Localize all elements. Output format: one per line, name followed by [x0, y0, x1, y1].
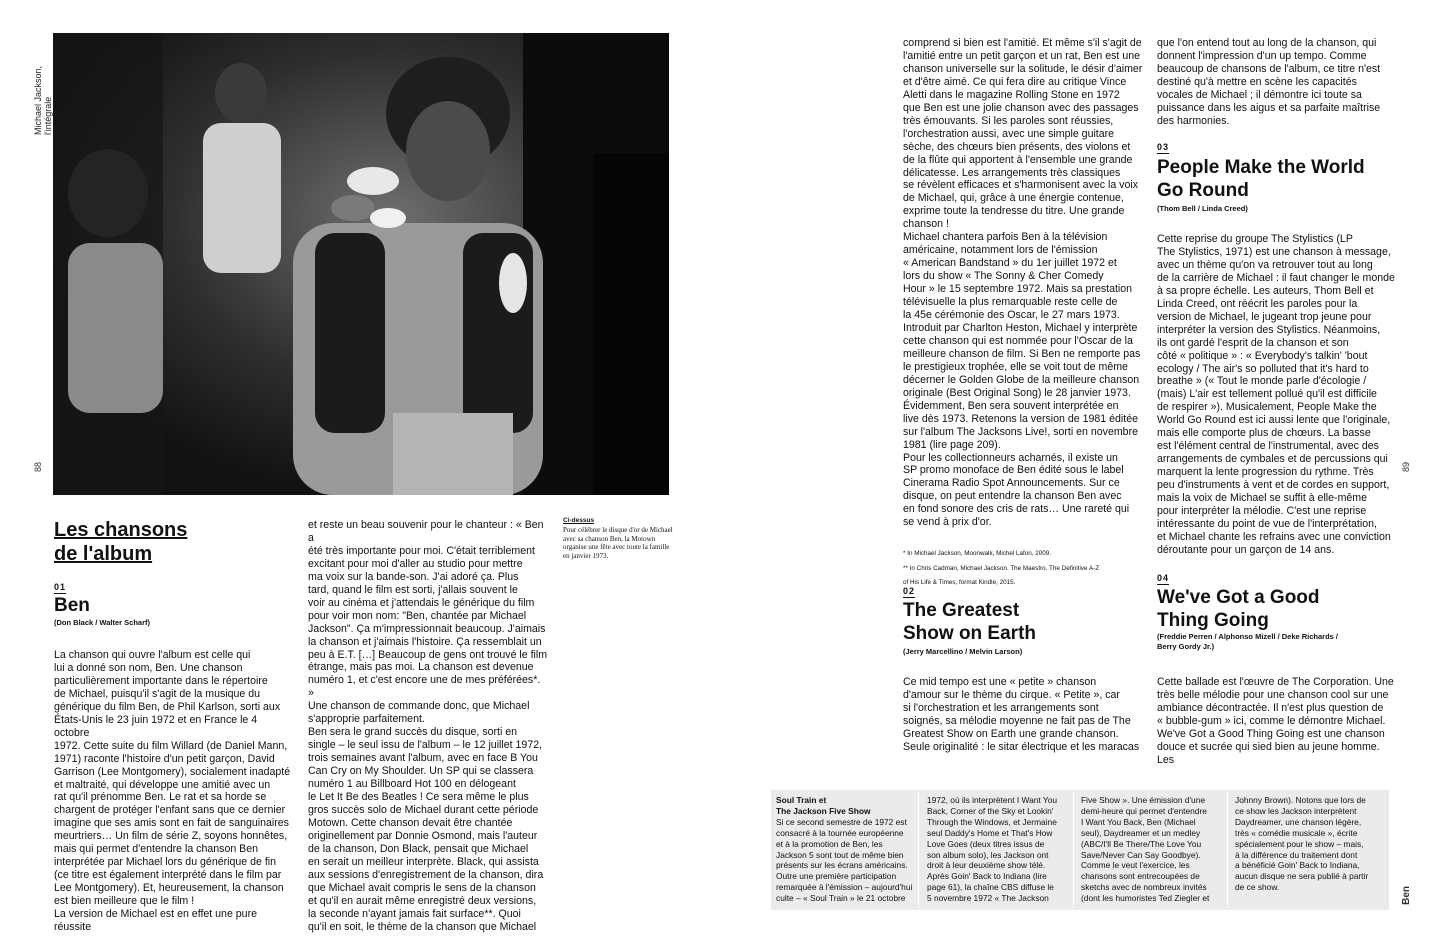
text-line: puissance dans les aigus et sa parfaite maîtrise	[1157, 101, 1381, 114]
text-line: « American Bandstand » du 1er juillet 1972 et	[903, 257, 1117, 270]
section-tag: Ben	[1401, 886, 1412, 905]
text-line: s'approprie parfaitement.	[308, 713, 425, 726]
sidebar-line: Si ce second semestre de 1972 est	[776, 816, 907, 827]
text-line: World Go Round est ici aussi lente que l'originale,	[1157, 414, 1391, 427]
text-line: arrangements de cymbales et de percussions qui	[1157, 453, 1388, 466]
text-line: l'amitié entre un petit garçon et un rat, Ben est une	[903, 49, 1140, 62]
text-line: Hour » le 15 septembre 1972. Mais sa prestation	[903, 283, 1133, 296]
text-line: 1971) raconte l'histoire d'un petit garçon, David	[54, 752, 275, 765]
text-line: originale (Best Original Song) le 28 janvier 1973.	[903, 386, 1131, 399]
sidebar-line: remarquée à l'émission – aujourd'hui	[776, 882, 913, 893]
text-line: Michael chantera parfois Ben à la télévision	[903, 231, 1108, 244]
song-credits-line1: (Freddie Perren / Alphonso Mizell / Deke Richards /	[1157, 632, 1339, 641]
text-line: avec un thème qu'on va retrouver tout au long	[1157, 258, 1373, 271]
sidebar-divider	[1073, 792, 1074, 908]
text-line: intéressante du point de vue de l'interprétation,	[1157, 517, 1377, 530]
sidebar-line: seul), Daydreamer et un medley	[1081, 827, 1201, 838]
text-line: chanson !	[903, 218, 949, 231]
text-line: SP promo monoface de Ben édité sous le label	[903, 464, 1124, 477]
sidebar-column-1	[776, 795, 916, 904]
photo-michael-with-rats	[53, 33, 669, 495]
text-line: voir au cinéma et j'attendais le générique du film	[308, 596, 535, 609]
text-line: à sa propre échelle. Les auteurs, Thom Bell et	[1157, 284, 1374, 297]
song-number: 04	[1157, 573, 1170, 583]
text-line: ma voix sur la bande-son. J'ai adoré ça. Plus	[308, 570, 519, 583]
text-line: le prestigieux trophée, elle se voit tout de même	[903, 360, 1128, 373]
text-line: Jackson". Ça m'impressionnait beaucoup. J'aimais	[308, 622, 546, 635]
text-line: se vend à prix d'or.	[903, 516, 992, 529]
text-line: Pour les collectionneurs acharnés, il existe un	[903, 451, 1118, 464]
sidebar-line: spécialement pour le show – mais,	[1235, 838, 1364, 849]
sidebar-line: aucun disque ne sera publié à partir	[1235, 871, 1369, 882]
sidebar-divider	[918, 792, 919, 908]
text-line: Ben sera le grand succès du disque, sorti en	[308, 726, 518, 739]
song-title-line2: Go Round	[1157, 180, 1249, 201]
text-line: Une chanson de commande donc, que Michael	[308, 700, 530, 713]
song-title-line1: The Greatest	[903, 600, 1020, 621]
song-number: 03	[1157, 142, 1170, 152]
sidebar-line: Save/Never Can Say Goodbye).	[1081, 849, 1201, 860]
text-line: si l'orchestration et les arrangements sont	[903, 701, 1099, 714]
text-line: l'orchestration aussi, avec une simple guitare	[903, 127, 1115, 140]
text-line: live dès 1973. Retenons la version de 1981 éditée	[903, 412, 1138, 425]
sidebar-column-2	[927, 795, 1067, 904]
text-line: de Michael, qui, grâce à une énergie contenue,	[903, 192, 1124, 205]
body-column-4a	[1157, 37, 1397, 128]
text-line: meurtriers… Un film de série Z, soyons honnêtes,	[54, 830, 288, 843]
text-line: Greatest Show on Earth une grande chanson.	[903, 727, 1119, 740]
page-number-right: 89	[1401, 462, 1411, 473]
text-line: délicatesse. Les arrangements très classiques	[903, 166, 1121, 179]
sidebar-box	[771, 790, 1389, 910]
text-line: mais qui permet d'entendre la chanson Ben	[54, 843, 259, 856]
text-line: des harmonies.	[1157, 114, 1230, 127]
text-line: Motown. Cette chanson devait être chantée	[308, 816, 513, 829]
caption-label: Ci-dessus	[563, 517, 595, 524]
text-line: que Michael avait compris le sens de la chanson	[308, 881, 536, 894]
text-line: soignés, sa mélodie moyenne ne fait pas de The	[903, 714, 1131, 727]
text-line: que l'on entend tout au long de la chanson, qui	[1157, 37, 1377, 49]
footnote-line: ** In Chris Cadman, Michael Jackson. The Maestro. The Definitive A-Z	[903, 564, 1100, 572]
text-line: mais elle comporte plus de chœurs. La basse	[1157, 427, 1371, 440]
text-line: breathe » (« Tout le monde parle d'écologie /	[1157, 375, 1367, 388]
footnotes	[903, 544, 1148, 593]
text-line: pour interpréter la mélodie. C'est une reprise	[1157, 505, 1367, 518]
sidebar-line: ce show les Jackson interprètent	[1235, 805, 1357, 816]
text-line: et d'être aimé. Ce qui fera dire au critique Vince	[903, 75, 1127, 88]
text-line: peu à E.T. […] Beaucoup de gens ont trouvé le film	[308, 648, 548, 661]
text-line: 1972. Cette suite du film Willard (de Daniel Mann,	[54, 739, 288, 752]
song-title	[903, 599, 1036, 645]
footnote-line: of His Life & Times, format Kindle, 2015.	[903, 578, 1016, 586]
text-line: américaine, notamment lors de l'émission	[903, 244, 1098, 257]
sidebar-line: Après Goin' Back to Indiana (lire	[927, 871, 1047, 882]
body-column-2	[308, 519, 548, 934]
text-line: été très importante pour moi. C'était terriblement	[308, 544, 535, 557]
song-credits	[1157, 632, 1338, 652]
song-credits: (Don Black / Walter Scharf)	[54, 618, 150, 627]
sidebar-line: présents sur les écrans américains.	[776, 860, 908, 871]
sidebar-line: 5 novembre 1972 « The Jackson	[927, 893, 1049, 904]
sidebar-line: Five Show ». Une émission d'une	[1081, 795, 1206, 805]
text-line: d'amour sur le thème du cirque. « Petite », car	[903, 688, 1120, 701]
text-line: et Michael chante les refrains avec une conviction	[1157, 530, 1391, 543]
sidebar-line: et à la promotion de Ben, les	[776, 838, 883, 849]
text-line: Cette reprise du groupe The Stylistics (LP	[1157, 233, 1353, 245]
sidebar-line: son album solo), les Jackson ont	[927, 849, 1049, 860]
text-line: numéro 1 au Billboard Hot 100 en délogeant	[308, 778, 516, 791]
text-line: Ce mid tempo est une « petite » chanson	[903, 676, 1097, 688]
sidebar-divider	[1227, 792, 1228, 908]
text-line: cette chanson qui est nommée pour l'Oscar de la	[903, 334, 1133, 347]
text-line: version de Michael, le jugeant trop jeune pour	[1157, 310, 1372, 323]
text-line: ils ont gardé l'esprit de la chanson et son	[1157, 336, 1349, 349]
sidebar-line: Love Goes (deux titres issus de	[927, 838, 1045, 849]
text-line: sèche, des chœurs bien présents, des violons et	[903, 140, 1131, 153]
text-line: très émouvants. Si les paroles sont réussies,	[903, 114, 1114, 127]
song-credits-line2: Berry Gordy Jr.)	[1157, 642, 1215, 651]
sidebar-line: a bénéficié Goin' Back to Indiana,	[1235, 860, 1360, 871]
text-line: la 45e cérémonie des Oscar, le 27 mars 1973.	[903, 309, 1120, 322]
text-line: et qu'il en aurait même enregistré deux versions,	[308, 894, 537, 907]
sidebar-line: seul Daddy's Home et That's How	[927, 827, 1053, 838]
song-title	[1157, 156, 1365, 202]
section-title-line1: Les chansons	[54, 519, 188, 541]
sidebar-line: Through the Windows, et Jermaine	[927, 816, 1057, 827]
text-line: Seule originalité : le sitar électrique et les maracas	[903, 740, 1140, 753]
text-line: chanson universelle sur la solitude, le désir d'aimer	[903, 62, 1143, 75]
text-line: pour voir mon nom: "Ben, chantée par Michael	[308, 609, 527, 622]
song-credits: (Thom Bell / Linda Creed)	[1157, 204, 1248, 213]
text-line: le Let It Be des Beatles ! Ce sera même le plus	[308, 791, 529, 804]
sidebar-line: Outre une première participation	[776, 871, 897, 882]
text-line: particulièrement importante dans le répertoire	[54, 674, 268, 687]
sidebar-line: Back, Corner of the Sky et Lookin'	[927, 805, 1054, 816]
text-line: comprend si bien est l'amitié. Et même s'il s'agit de	[903, 37, 1142, 49]
text-line: lui a donné son nom, Ben. Une chanson	[54, 661, 243, 674]
text-line: télévisuelle la plus remarquable reste celle de	[903, 296, 1118, 309]
body-column-3	[903, 37, 1143, 529]
sidebar-title-line2: The Jackson Five Show	[776, 805, 871, 816]
text-line: (ce titre est également interprété dans le film par	[54, 869, 282, 882]
sidebar-line: sketchs avec de nombreux invités	[1081, 882, 1207, 893]
sidebar-line: demi-heure qui permet d'entendre	[1081, 805, 1207, 816]
text-line: États-Unis le 23 juin 1972 et en France le 4 octobre	[54, 713, 258, 739]
sidebar-line: (dont les humoristes Ted Ziegler et	[1081, 893, 1210, 904]
text-line: que Ben est une jolie chanson avec des passages	[903, 101, 1139, 114]
text-line: vocales de Michael ; il démontre ici toute sa	[1157, 88, 1362, 101]
text-line: Lee Montgomery). Et, heureusement, la chanson	[54, 882, 284, 895]
text-line: lors du show « The Sonny & Cher Comedy	[903, 270, 1104, 283]
text-line: de Michael, puisqu'il s'agit de la musique du	[54, 687, 261, 700]
text-line: décerner le Golden Globe de la meilleure chanson	[903, 373, 1140, 386]
text-line: La chanson qui ouvre l'album est celle qui	[54, 649, 251, 661]
text-line: la chanson et j'aimais l'histoire. Ça ressemblait un	[308, 635, 542, 648]
text-line: ecology / The air's so polluted that it's hard to	[1157, 362, 1369, 375]
text-line: déroutante pour un garçon de 14 ans.	[1157, 543, 1335, 556]
text-line: excitant pour moi d'aller au studio pour mettre	[308, 557, 523, 570]
text-line: de la flûte qui apportent à l'ensemble une grande	[903, 153, 1133, 166]
text-line: Cinerama Radio Spot Announcements. Sur ce	[903, 477, 1120, 490]
text-line: sur l'album The Jacksons Live!, sorti en novembre	[903, 425, 1138, 438]
running-head: Michael Jackson, l'intégrale	[33, 65, 53, 135]
text-line: qu'il en soit, le thème de la chanson que Michael	[308, 920, 537, 933]
page-number-left: 88	[33, 462, 43, 473]
text-line: Cette ballade est l'œuvre de The Corporation. Une	[1157, 676, 1394, 688]
sidebar-title-line1: Soul Train et	[776, 795, 827, 805]
text-line: en fond sonore des cris de rats… Une rareté qui	[903, 503, 1130, 516]
song-credits: (Jerry Marcellino / Melvin Larson)	[903, 647, 1023, 656]
sidebar-line: 1972, où ils interprètent I Want You	[927, 795, 1058, 805]
sidebar-line: Johnny Brown). Notons que lors de	[1235, 795, 1366, 805]
song-title: Ben	[54, 595, 90, 616]
text-line: « bubble-gum » ici, comme le démontre Michael.	[1157, 714, 1386, 727]
sidebar-line: droit à leur deuxième show télé.	[927, 860, 1046, 871]
body-column-4b	[1157, 233, 1397, 557]
section-title	[54, 518, 187, 566]
song-title	[1157, 586, 1320, 632]
text-line: de respirer »). Musicalement, People Make the	[1157, 401, 1377, 414]
text-line: donnent l'impression d'un up tempo. Comme	[1157, 49, 1367, 62]
text-line: Évidemment, Ben sera souvent interprétée en	[903, 399, 1119, 412]
text-line: de la chanson, Don Black, pensait que Michael	[308, 842, 529, 855]
text-line: imagine que ses amis sont en fait de sanguinaires	[54, 817, 289, 830]
text-line: et reste un beau souvenir pour le chanteur : « Ben a	[308, 519, 544, 544]
text-line: peu d'instruments à vent et de cordes en support,	[1157, 479, 1390, 492]
text-line: tard, quand le film est sorti, j'allais souvent le	[308, 583, 518, 596]
sidebar-line: consacré à la tournée européenne	[776, 827, 904, 838]
text-line: chargent de protéger l'enfant sans que ce dernier	[54, 804, 286, 817]
text-line: Can Cry on My Shoulder. Un SP qui se classera	[308, 765, 534, 778]
sidebar-line: I Want You Back, Ben (Michael	[1081, 816, 1196, 827]
song-title-line2: Thing Going	[1157, 610, 1269, 631]
body-column-3b	[903, 676, 1143, 754]
song-title-line2: Show on Earth	[903, 623, 1036, 644]
sidebar-column-3	[1081, 795, 1221, 904]
text-line: en serait un meilleur interprète. Black, qui assista	[308, 855, 539, 868]
song-title-line1: We've Got a Good	[1157, 587, 1320, 608]
text-line: beaucoup de chansons de l'album, ce titre n'est	[1157, 62, 1381, 75]
text-line: We've Got a Good Thing Going est une chanson	[1157, 727, 1385, 740]
text-line: meilleure chanson de film. Si Ben ne remporte pas	[903, 347, 1141, 360]
text-line: Introduit par Charlton Heston, Michael y interprète	[903, 321, 1138, 334]
text-line: étrange, mais pas moi. La chanson est devenue	[308, 661, 534, 674]
text-line: 1981 (lire page 209).	[903, 438, 1001, 451]
sidebar-line: culte – « Soul Train » le 21 octobre	[776, 893, 906, 904]
sidebar-line: (ABC/I'll Be There/The Love You	[1081, 838, 1202, 849]
text-line: est bien meilleure que le film !	[54, 895, 195, 908]
sidebar-line: à la différence du traitement dont	[1235, 849, 1358, 860]
text-line: disque, on peut entendre la chanson Ben avec	[903, 490, 1122, 503]
text-line: exprime toute la tendresse du titre. Une grande	[903, 205, 1125, 218]
body-column-1	[54, 649, 294, 934]
song-number: 02	[903, 586, 916, 596]
text-line: Garrison (Lee Montgomery), socialement inadapté	[54, 765, 291, 778]
body-column-4c	[1157, 676, 1397, 767]
sidebar-column-4	[1235, 795, 1383, 893]
text-line: single – le seul issu de l'album – le 12 juillet 1972,	[308, 739, 543, 752]
text-line: (mais) L'air est tellement pollué qu'il est difficile	[1157, 388, 1377, 401]
sidebar-line: chansons sont entrecoupées de	[1081, 871, 1200, 882]
sidebar-line: Jackson 5 sont tout de même bien	[776, 849, 904, 860]
text-line: côté « politique » : « Everybody's talkin' 'bout	[1157, 349, 1368, 362]
sidebar-line: page 61), la chaîne CBS diffuse le	[927, 882, 1054, 893]
sidebar-line: de ce show.	[1235, 882, 1280, 893]
text-line: et maltraité, qui développe une amitié avec un	[54, 778, 271, 791]
sidebar-line: Comme le veut l'exercice, les	[1081, 860, 1190, 871]
text-line: gros succès solo de Michael durant cette période	[308, 803, 539, 816]
text-line: The Stylistics, 1971) est une chanson à message,	[1157, 245, 1391, 258]
text-line: très belle mélodie pour une chanson cool sur une	[1157, 688, 1389, 701]
sidebar-line: Daydreamer, une chanson légère,	[1235, 816, 1362, 827]
text-line: de la carrière de Michael : il faut changer le monde	[1157, 271, 1395, 284]
sidebar-line: très « comédie musicale », écrite	[1235, 827, 1358, 838]
text-line: Linda Creed, ont réécrit les paroles pour la	[1157, 297, 1358, 310]
text-line: originellement par Donnie Osmond, mais l'auteur	[308, 829, 538, 842]
text-line: ambiance décontractée. Il n'est plus question de	[1157, 701, 1384, 714]
song-title-line1: People Make the World	[1157, 157, 1365, 178]
text-line: générique du film Ben, de Phil Karlson, sorti aux	[54, 700, 281, 713]
photo-caption: Pour célébrer le disque d'or de Michael avec sa chanson Ben, la Motown organise une fête avec toute la famille en janvier 1973.	[563, 526, 673, 560]
text-line: interprétée par Michael lors du générique de fin	[54, 856, 277, 869]
text-line: se révèlent efficaces et s'harmonisent avec la voix	[903, 179, 1139, 192]
section-title-line2: de l'album	[54, 543, 153, 565]
text-line: Aletti dans le magazine Rolling Stone en 1972	[903, 88, 1120, 101]
text-line: la seconde n'ayant jamais fait surface**. Quoi	[308, 907, 521, 920]
text-line: rat qu'il prénomme Ben. Le rat et sa horde se	[54, 791, 267, 804]
text-line: trois semaines avant l'album, avec en face B You	[308, 752, 538, 765]
song-number: 01	[54, 582, 67, 592]
text-line: destiné qu'à mettre en scène les capacités	[1157, 75, 1357, 88]
text-line: aux sessions d'enregistrement de la chanson, dira	[308, 868, 544, 881]
text-line: numéro 1, et c'est encore une de mes préférées*. »	[308, 674, 541, 700]
text-line: douce et sucrée qui sied bien au jeune homme. Les	[1157, 740, 1380, 766]
text-line: La version de Michael est en effet une pure réussite	[54, 908, 257, 934]
footnote-line: * In Michael Jackson, Moonwalk, Michel Lafon, 2009.	[903, 550, 1052, 558]
text-line: interpréter la version des Stylistics. Néanmoins,	[1157, 323, 1381, 336]
text-line: est l'élément central de l'instrumental, avec des	[1157, 440, 1379, 453]
text-line: mais la voix de Michael se suffit à elle-même	[1157, 492, 1367, 505]
text-line: marquent la lente progression du rythme. Très	[1157, 466, 1374, 479]
